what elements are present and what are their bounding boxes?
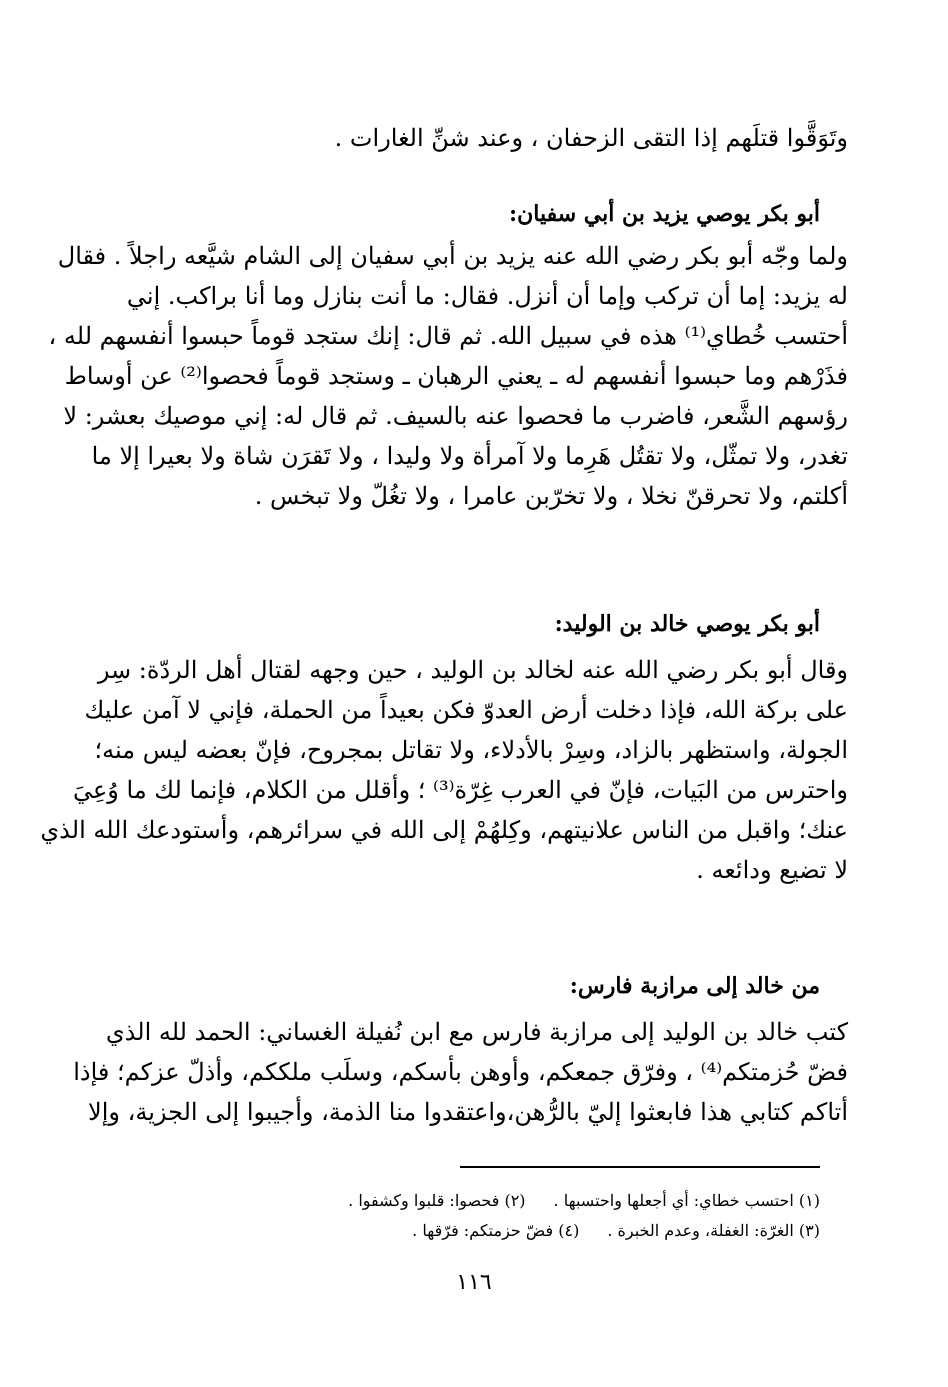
section-body-yazid bbox=[48, 236, 848, 516]
section-body-khalid bbox=[40, 650, 848, 890]
body-line: كتب خالد بن الوليد إلى مرازبة فارس مع ابن نُفيلة الغساني: الحمد لله الذي bbox=[105, 1018, 848, 1046]
body-line: وقال أبو بكر رضي الله عنه لخالد بن الوليد ، حين وجهه لقتال أهل الردّة: سِر bbox=[97, 656, 848, 684]
body-line: فذَرْهم وما حبسوا أنفسهم له ـ يعني الرهبان ـ وستجد قوماً فحصوا⁽²⁾ عن أوساط bbox=[64, 362, 848, 390]
footnote-divider bbox=[460, 1166, 820, 1168]
section-heading-persia: من خالد إلى مرازبة فارس: bbox=[569, 973, 820, 999]
body-line: رؤسهم الشَّعر، فاضرب ما فحصوا عنه بالسيف. ثم قال له: إني موصيك بعشر: لا bbox=[63, 402, 848, 430]
footnote-row bbox=[180, 1186, 820, 1216]
body-line: واحترس من البَيات، فإنّ في العرب غِرّة⁽³⁾ ؛ وأقلل من الكلام، فإنما لك ما وُعِيَ bbox=[72, 776, 848, 804]
page-number: ١١٦ bbox=[456, 1270, 492, 1295]
body-line: أحتسب خُطاي⁽¹⁾ هذه في سبيل الله. ثم قال: إنك ستجد قوماً حبسوا أنفسهم لله ، bbox=[48, 322, 848, 350]
footnote-3: (٣) الغرّة: الغفلة، وعدم الخبرة . bbox=[607, 1221, 820, 1240]
body-line: ولما وجّه أبو بكر رضي الله عنه يزيد بن أبي سفيان إلى الشام شيَّعه راجلاً . فقال bbox=[57, 242, 848, 270]
opening-line-block bbox=[80, 118, 848, 158]
body-line: تغدر، ولا تمثّل، ولا تقتُل هَرِما ولا آمرأة ولا وليدا ، ولا تَقرَن شاة ولا بعيرا إلا ما bbox=[91, 442, 848, 470]
footnote-2: (٢) فحصوا: قلبوا وكشفوا . bbox=[348, 1191, 526, 1210]
body-line: الجولة، واستظهر بالزاد، وسِرْ بالأدلاء، ولا تقاتل بمجروح، فإنّ بعضه ليس منه؛ bbox=[94, 736, 848, 764]
body-line: لا تضيع ودائعه . bbox=[696, 856, 848, 884]
body-line: على بركة الله، فإذا دخلت أرض العدوّ فكن بعيداً من الحملة، فإني لا آمن عليك bbox=[84, 696, 848, 724]
opening-line: وتَوَقَّوا قتلَهم إذا التقى الزحفان ، وعند شنِّ الغارات . bbox=[334, 124, 848, 152]
section-heading-yazid: أبو بكر يوصي يزيد بن أبي سفيان: bbox=[508, 201, 820, 227]
section-heading-khalid: أبو بكر يوصي خالد بن الوليد: bbox=[554, 611, 820, 637]
section-body-persia bbox=[73, 1012, 848, 1132]
footnote-4: (٤) فضّ حزمتكم: فرّقها . bbox=[412, 1221, 580, 1240]
body-line: عنك؛ واقبل من الناس علانيتهم، وكِلهُمْ إلى الله في سرائرهم، وأستودعك الله الذي bbox=[40, 816, 848, 844]
footnotes bbox=[180, 1186, 820, 1246]
body-line: أتاكم كتابي هذا فابعثوا إليّ بالرُّهن،واعتقدوا منا الذمة، وأجيبوا إلى الجزية، وإلا bbox=[88, 1098, 848, 1126]
footnote-row bbox=[180, 1216, 820, 1246]
body-line: أكلتم، ولا تحرقنّ نخلا ، ولا تخرّبن عامرا ، ولا تغُلّ ولا تبخس . bbox=[254, 482, 848, 510]
body-line: له يزيد: إما أن تركب وإما أن أنزل. فقال: ما أنت بنازل وما أنا براكب. إني bbox=[126, 282, 848, 310]
body-line: فضّ حُزمتكم⁽⁴⁾ ، وفرّق جمعكم، وأوهن بأسكم، وسلَب ملككم، وأذلّ عزكم؛ فإذا bbox=[73, 1058, 848, 1086]
footnote-1: (١) احتسب خطاي: أي أجعلها واحتسبها . bbox=[553, 1191, 820, 1210]
